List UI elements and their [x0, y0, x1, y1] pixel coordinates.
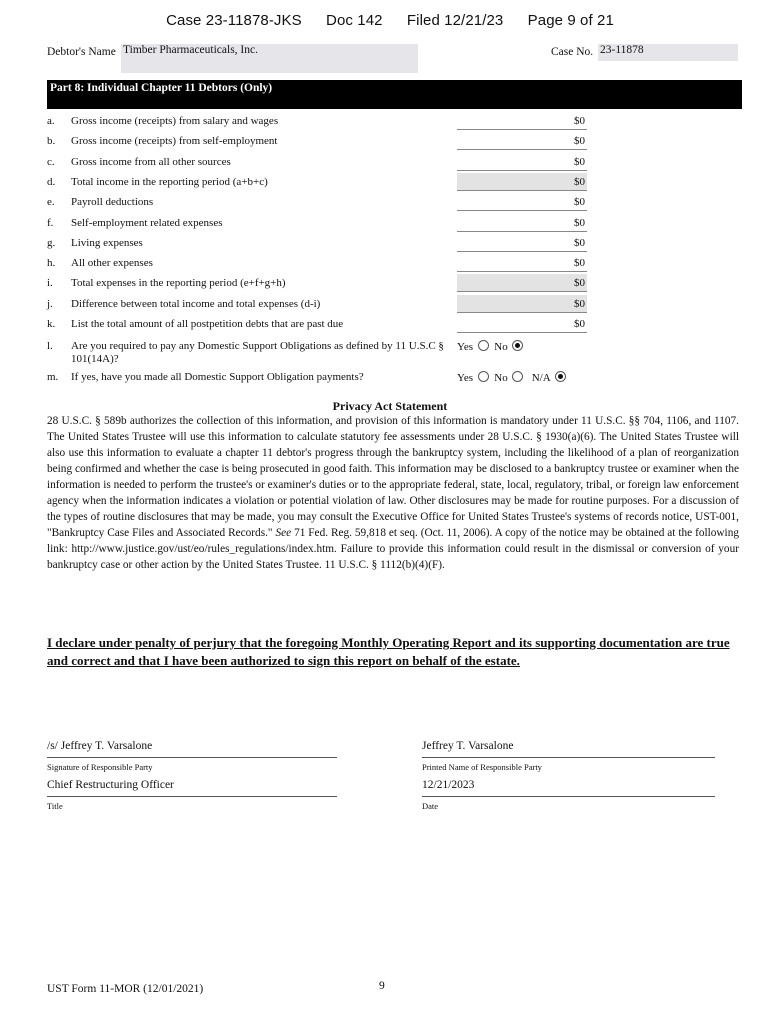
amount-field[interactable]: $0 — [457, 315, 587, 333]
row-letter: i. — [47, 277, 53, 290]
page-indicator: Page 9 of 21 — [527, 12, 614, 29]
row-letter: a. — [47, 115, 55, 127]
row-letter: d. — [47, 175, 56, 188]
yes-label: Yes — [457, 341, 474, 353]
row-letter: l. — [47, 340, 53, 352]
row-description: Gross income (receipts) from self-employment — [71, 135, 278, 148]
no-label: No — [494, 372, 508, 384]
amount-field[interactable]: $0 — [457, 254, 587, 272]
title-field[interactable] — [47, 779, 337, 797]
amount-field[interactable]: $0 — [457, 274, 587, 292]
form-id: UST Form 11-MOR (12/01/2021) — [47, 983, 204, 995]
dso-required-yes-radio[interactable] — [478, 340, 489, 351]
privacy-see: See — [275, 527, 292, 539]
amount-field[interactable]: $0 — [457, 173, 587, 191]
row-description: All other expenses — [71, 257, 153, 270]
yes-label: Yes — [457, 372, 474, 384]
row-letter: h. — [47, 257, 56, 270]
row-description: Total income in the reporting period (a+b+c) — [71, 175, 268, 188]
no-label: No — [494, 341, 508, 353]
signature-value: /s/ Jeffrey T. Varsalone — [47, 740, 153, 752]
dso-payments-options — [457, 371, 566, 384]
date-label: Date — [422, 801, 439, 811]
amount-field[interactable]: $0 — [457, 112, 587, 130]
perjury-declaration: I declare under penalty of perjury that the foregoing Monthly Operating Report and its supporting documentation are true and correct and that I have been authorized to sign this report on behalf of the estate. — [47, 635, 730, 668]
row-letter: j. — [47, 297, 53, 310]
row-description: Payroll deductions — [71, 196, 154, 209]
amount-field[interactable]: $0 — [457, 295, 587, 313]
row-letter: g. — [47, 236, 56, 249]
case-no-label: Case No. — [551, 46, 594, 58]
row-letter: c. — [47, 155, 55, 168]
row-description: Gross income (receipts) from salary and wages — [71, 115, 279, 127]
signature-label: Signature of Responsible Party — [47, 762, 153, 772]
row-description: If yes, have you made all Domestic Support Obligation payments? — [71, 371, 364, 383]
printed-name-label: Printed Name of Responsible Party — [422, 762, 542, 772]
filing-header — [0, 12, 780, 29]
na-label: N/A — [531, 372, 551, 384]
dso-payments-no-radio[interactable] — [512, 371, 523, 382]
row-letter: b. — [47, 135, 56, 148]
dso-payments-yes-radio[interactable] — [478, 371, 489, 382]
debtor-name-value: Timber Pharmaceuticals, Inc. — [123, 44, 258, 56]
signature-field[interactable] — [47, 740, 337, 758]
row-description: Self-employment related expenses — [71, 216, 223, 229]
title-label: Title — [47, 801, 63, 811]
case-number-header: Case 23-11878-JKS — [166, 12, 302, 29]
debtor-name-label: Debtor's Name — [47, 46, 116, 58]
row-description: Living expenses — [71, 236, 143, 249]
filed-date: Filed 12/21/23 — [406, 12, 504, 29]
privacy-act-statement — [47, 413, 739, 573]
amount-field[interactable]: $0 — [457, 193, 587, 211]
amount-field[interactable]: $0 — [457, 214, 587, 232]
row-description: Are you required to pay any Domestic Support Obligations as defined by 11 U.S.C § 101(14A)? — [71, 340, 444, 365]
part-8-title: Part 8: Individual Chapter 11 Debtors (Only) — [50, 82, 273, 94]
privacy-body-2: 71 Fed. Reg. 59,818 et seq. (Oct. 11, 2006). A copy of the notice may be obtained at the following link: http://www.justice.gov/ust/eo/rules_regulations/index.htm. Failure to provide this information could result in the dismissal or conversion of your bankruptcy case or other action by the United States Trustee. 11 U.S.C. § 1112(b)(4)(F). — [47, 527, 739, 571]
amount-field[interactable]: $0 — [457, 153, 587, 171]
dso-required-no-radio[interactable] — [512, 340, 523, 351]
privacy-body-1: 28 U.S.C. § 589b authorizes the collection of this information, and provision of this information is mandatory under 11 U.S.C. §§ 704, 1106, and 1107. The United States Trustee will use this information to calculate statutory fee assessments under 28 U.S.C. § 1930(a)(6). The United States Trustee will also use this information to evaluate a chapter 11 debtor's progress through the bankruptcy system, including the likelihood of a plan of reorganization being confirmed and whether the case is being prosecuted in good faith. This information may be disclosed to a bankruptcy trustee or examiner when the information is needed to perform the trustee's or examiner's duties or to the appropriate federal, state, local, regulatory, tribal, or foreign law enforcement agency when the information indicates a violation or potential violation of law. Other disclosures may be made for routine purposes. For a discussion of the types of routine disclosures that may be made, you may consult the Executive Office for United States Trustee's systems of records notice, UST-001, "Bankruptcy Case Files and Associated Records." — [47, 415, 739, 539]
dso-required-options — [457, 340, 523, 353]
dso-payments-na-radio[interactable] — [555, 371, 566, 382]
amount-field[interactable]: $0 — [457, 132, 587, 150]
title-value: Chief Restructuring Officer — [47, 779, 174, 791]
debtor-name-field[interactable] — [121, 44, 418, 73]
printed-name-field[interactable] — [422, 740, 715, 758]
case-no-value: 23-11878 — [600, 44, 644, 56]
privacy-act-title: Privacy Act Statement — [332, 399, 448, 413]
row-letter: e. — [47, 196, 55, 209]
case-no-field[interactable] — [598, 44, 738, 61]
row-description: Gross income from all other sources — [71, 155, 231, 168]
row-description: Total expenses in the reporting period (e+f+g+h) — [71, 277, 286, 290]
row-description: Difference between total income and total expenses (d-i) — [71, 297, 321, 310]
printed-name-value: Jeffrey T. Varsalone — [422, 740, 514, 752]
page-number: 9 — [379, 980, 385, 992]
row-description: List the total amount of all postpetition debts that are past due — [71, 318, 344, 330]
row-letter: f. — [47, 216, 54, 229]
date-field[interactable] — [422, 779, 715, 797]
date-value: 12/21/2023 — [422, 779, 475, 791]
row-letter: k. — [47, 318, 56, 330]
part-8-header — [47, 80, 742, 109]
doc-number: Doc 142 — [326, 12, 383, 29]
row-letter: m. — [47, 371, 59, 383]
amount-field[interactable]: $0 — [457, 234, 587, 252]
